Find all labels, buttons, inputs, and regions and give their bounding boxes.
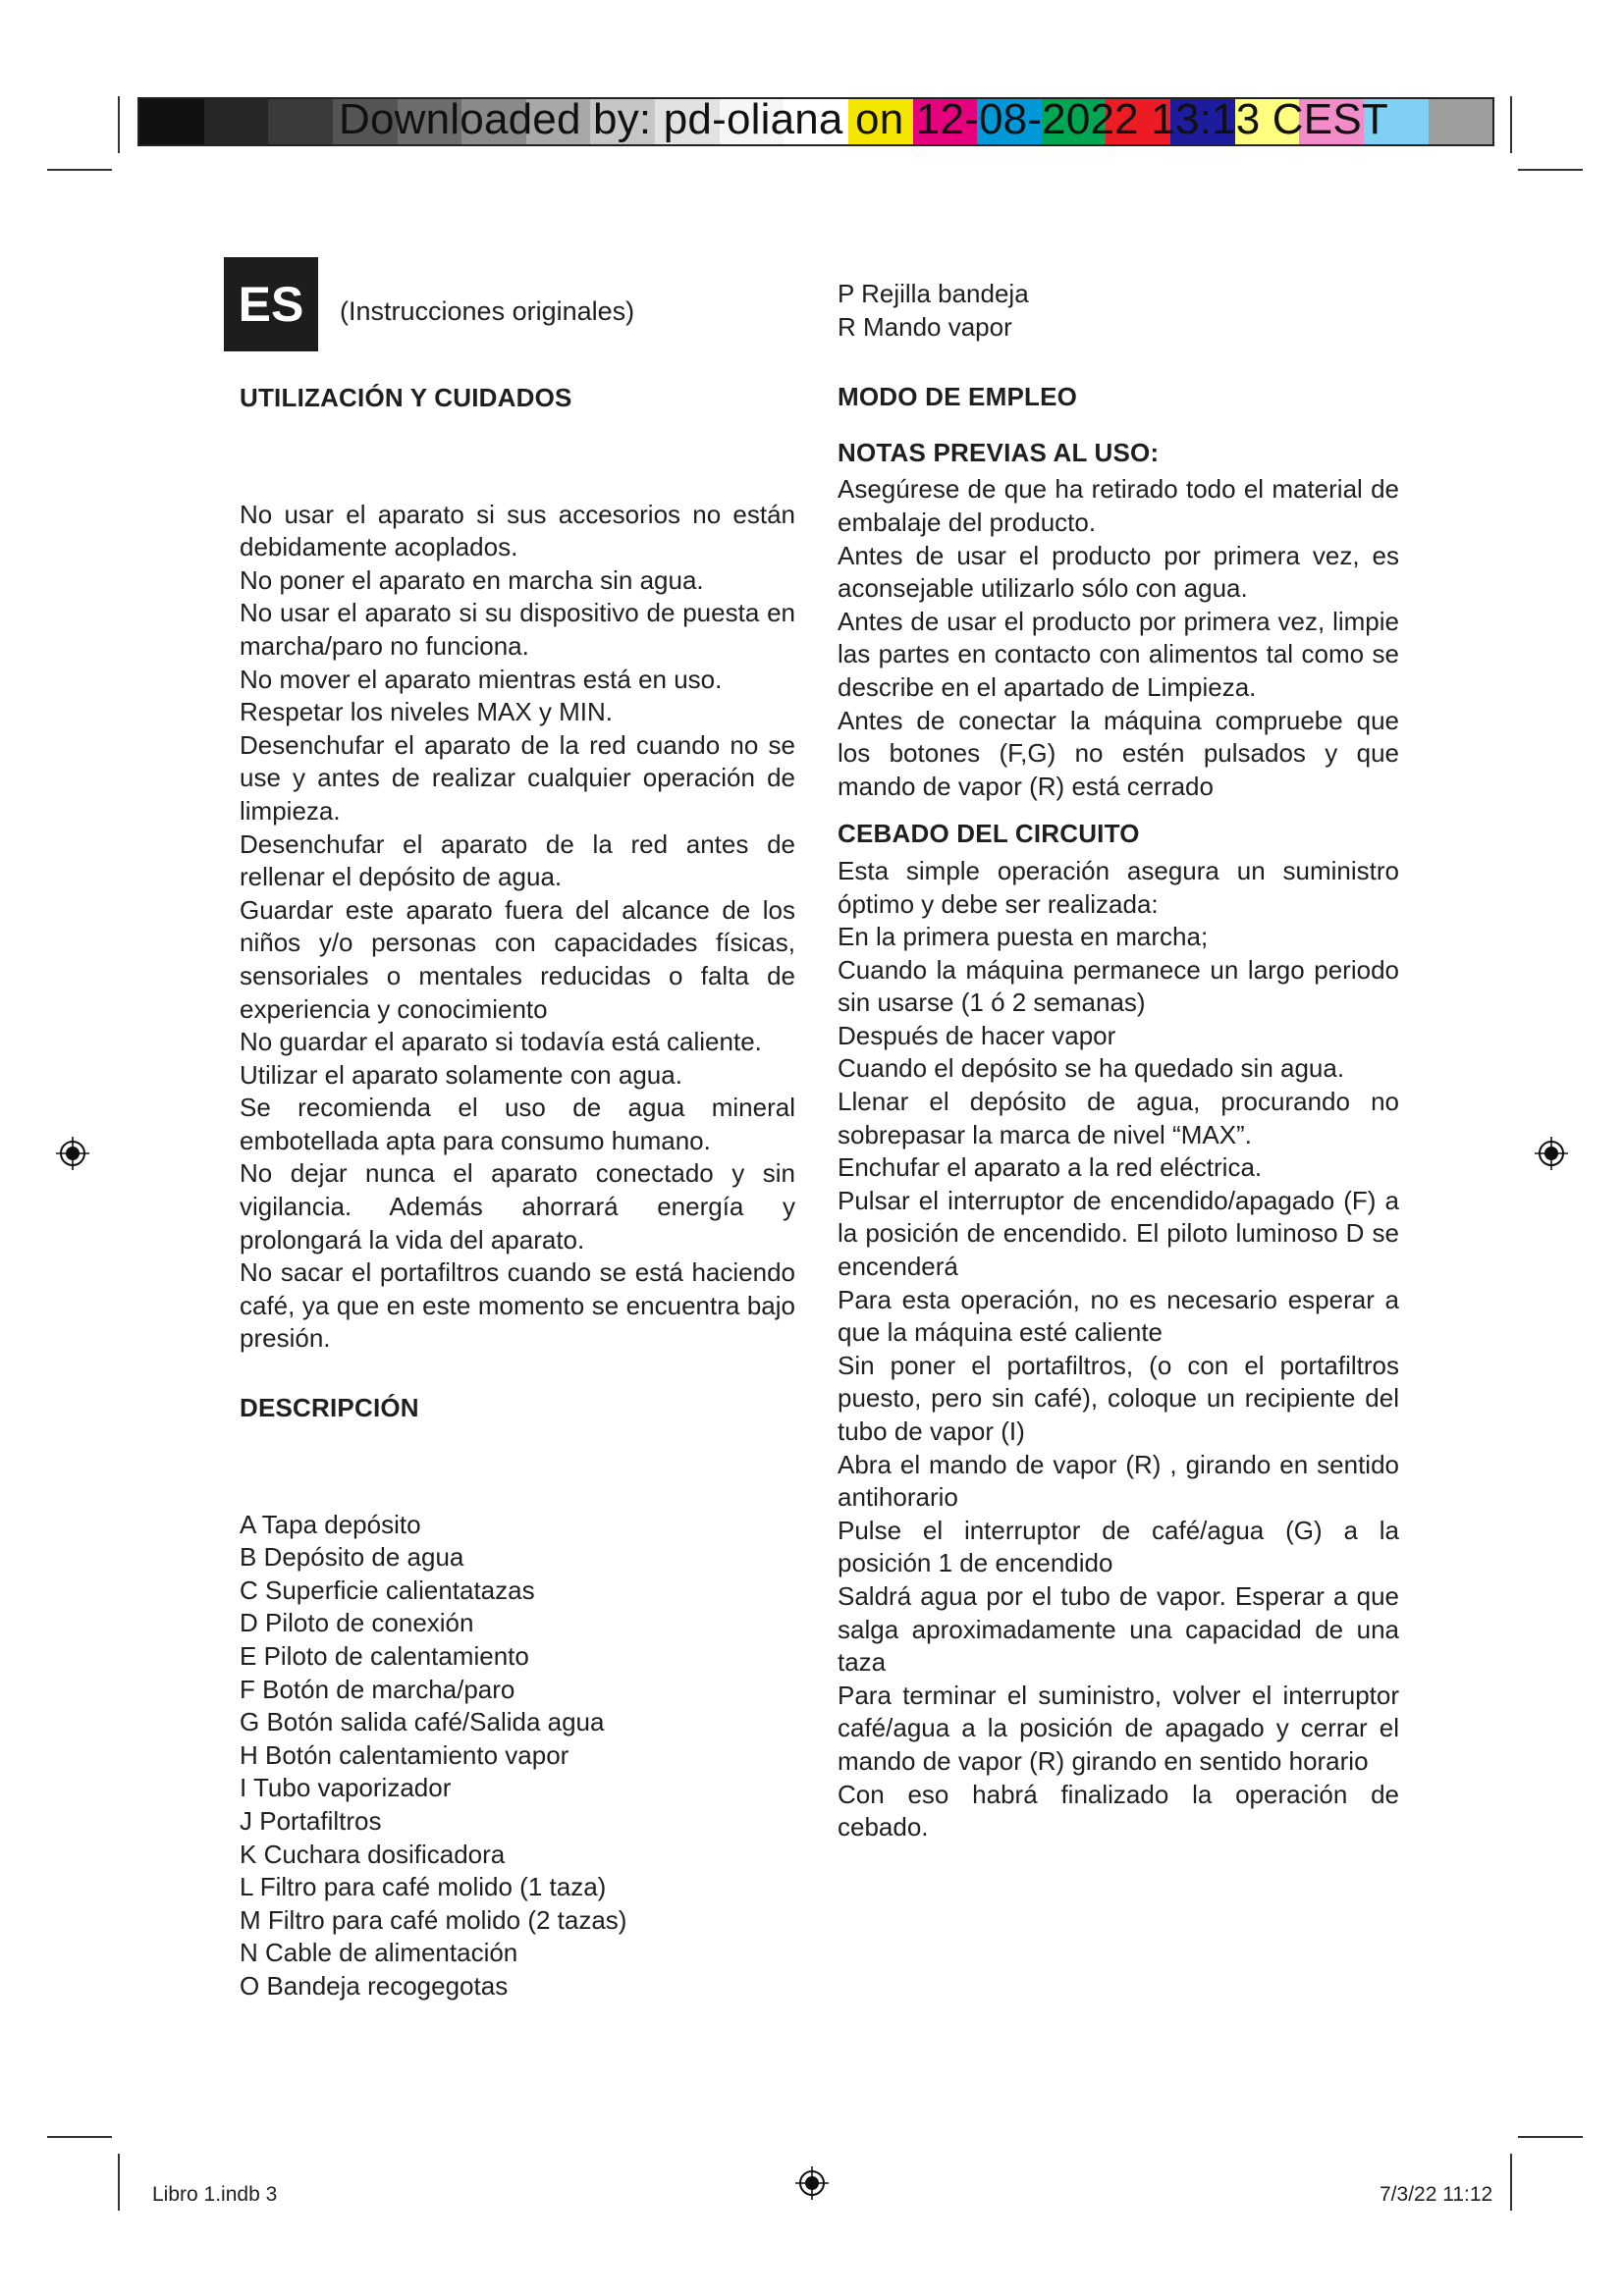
part-item: F Botón de marcha/paro <box>240 1674 515 1704</box>
preliminary-note: Antes de usar el producto por primera vez, limpie las partes en contacto con alimentos tal como se describe en el apartado de Limpieza. <box>838 606 1399 702</box>
right-column <box>838 278 1399 1844</box>
priming-step: Sin poner el portafiltros, (o con el portafiltros puesto, pero sin café), coloque un recipiente del tubo de vapor (I) <box>838 1350 1399 1446</box>
priming-step: Enchufar el aparato a la red eléctrica. <box>838 1152 1263 1183</box>
use-care-item: Respetar los niveles MAX y MIN. <box>240 697 614 727</box>
priming-step: En la primera puesta en marcha; <box>838 922 1209 952</box>
color-swatch <box>268 99 333 144</box>
registration-mark-right-icon <box>1535 1137 1568 1170</box>
use-care-list <box>240 499 795 1356</box>
download-notice: Downloaded by: pd-oliana on 12-08-2022 13:13 CEST <box>339 95 1388 143</box>
crop-mark-top-right-h <box>1518 169 1583 171</box>
priming-step: Llenar el depósito de agua, procurando no sobrepasar la marca de nivel “MAX”. <box>838 1087 1399 1149</box>
section-title-use: UTILIZACIÓN Y CUIDADOS <box>240 383 572 412</box>
priming-step: Esta simple operación asegura un suministro óptimo y debe ser realizada: <box>838 855 1399 919</box>
priming-step: Saldrá agua por el tubo de vapor. Esperar a que salga aproximadamente una capacidad de una taza <box>838 1580 1399 1678</box>
part-item: H Botón calentamiento vapor <box>240 1739 569 1770</box>
crop-mark-top-left-v <box>118 96 120 153</box>
use-care-item: No poner el aparato en marcha sin agua. <box>240 564 704 595</box>
part-item: L Filtro para café molido (1 taza) <box>240 1872 607 1902</box>
priming-step: Cuando la máquina permanece un largo periodo sin usarse (1 ó 2 semanas) <box>838 954 1399 1018</box>
crop-mark-bottom-right-v <box>1510 2154 1512 2211</box>
part-item: R Mando vapor <box>838 311 1012 342</box>
part-item: P Rejilla bandeja <box>838 279 1029 308</box>
part-item: D Piloto de conexión <box>240 1608 474 1638</box>
color-swatch <box>139 99 204 144</box>
language-badge: ES <box>224 257 318 351</box>
section-title-usage-mode: MODO DE EMPLEO <box>838 382 1078 412</box>
registration-mark-bottom-icon <box>795 2166 829 2200</box>
footer-timestamp: 7/3/22 11:12 <box>1380 2183 1493 2206</box>
parts-list-continued <box>838 278 1399 344</box>
section-title-description: DESCRIPCIÓN <box>240 1393 419 1423</box>
part-item: N Cable de alimentación <box>240 1938 518 1968</box>
use-care-item: No dejar nunca el aparato conectado y sin vigilancia. Además ahorrará energía y prolongará la vida del aparato. <box>240 1158 795 1255</box>
priming-step: Después de hacer vapor <box>838 1020 1116 1050</box>
crop-mark-top-left-h <box>47 169 112 171</box>
priming-step: Pulse el interruptor de café/agua (G) a la posición 1 de encendido <box>838 1515 1399 1578</box>
part-item: I Tubo vaporizador <box>240 1773 452 1803</box>
preliminary-note: Asegúrese de que ha retirado todo el material de embalaje del producto. <box>838 474 1399 537</box>
part-item: C Superficie calientatazas <box>240 1575 535 1605</box>
part-item: E Piloto de calentamiento <box>240 1641 529 1671</box>
footer-file-name: Libro 1.indb 3 <box>152 2183 278 2206</box>
priming-steps-list <box>838 855 1399 1844</box>
parts-list <box>240 1509 795 2003</box>
use-care-item: Se recomienda el uso de agua mineral embotellada apta para consumo humano. <box>240 1093 795 1155</box>
part-item: A Tapa depósito <box>240 1509 421 1539</box>
use-care-item: No sacar el portafiltros cuando se está haciendo café, ya que en este momento se encuentra bajo presión. <box>240 1257 795 1354</box>
preliminary-notes-list <box>838 473 1399 803</box>
use-care-item: No usar el aparato si su dispositivo de puesta en marcha/paro no funciona. <box>240 598 795 661</box>
section-title-priming: CEBADO DEL CIRCUITO <box>838 819 1140 849</box>
part-item: O Bandeja recogegotas <box>240 1970 509 2001</box>
use-care-item: No mover el aparato mientras está en uso. <box>240 664 723 694</box>
color-swatch <box>1429 99 1493 144</box>
part-item: G Botón salida café/Salida agua <box>240 1707 605 1737</box>
priming-step: Abra el mando de vapor (R) , girando en sentido antihorario <box>838 1449 1399 1513</box>
preliminary-note: Antes de conectar la máquina compruebe que los botones (F,G) no estén pulsados y que mando de vapor (R) está cerrado <box>838 705 1399 801</box>
use-care-item: No guardar el aparato si todavía está caliente. <box>240 1027 762 1057</box>
part-item: K Cuchara dosificadora <box>240 1839 506 1869</box>
crop-mark-bottom-left-v <box>118 2154 120 2211</box>
original-instructions-note: (Instrucciones originales) <box>340 296 635 326</box>
priming-step: Para esta operación, no es necesario esperar a que la máquina esté caliente <box>838 1284 1399 1348</box>
part-item: M Filtro para café molido (2 tazas) <box>240 1904 627 1935</box>
priming-step: Con eso habrá finalizado la operación de cebado. <box>838 1779 1399 1842</box>
part-item: B Depósito de agua <box>240 1542 464 1573</box>
section-title-preliminary-notes: NOTAS PREVIAS AL USO: <box>838 437 1160 467</box>
crop-mark-bottom-left-h <box>47 2136 112 2138</box>
use-care-item: Desenchufar el aparato de la red antes de rellenar el depósito de agua. <box>240 828 795 892</box>
use-care-item: No usar el aparato si sus accesorios no están debidamente acoplados. <box>240 499 795 562</box>
crop-mark-bottom-right-h <box>1518 2136 1583 2138</box>
registration-mark-left-icon <box>56 1137 89 1170</box>
priming-step: Cuando el depósito se ha quedado sin agua. <box>838 1053 1345 1084</box>
priming-step: Pulsar el interruptor de encendido/apagado (F) a la posición de encendido. El piloto luminoso D se encenderá <box>838 1185 1399 1282</box>
left-column <box>240 382 795 2003</box>
crop-mark-top-right-v <box>1510 96 1512 153</box>
use-care-item: Desenchufar el aparato de la red cuando no se use y antes de realizar cualquier operación de limpieza. <box>240 729 795 826</box>
part-item: J Portafiltros <box>240 1805 382 1836</box>
use-care-item: Utilizar el aparato solamente con agua. <box>240 1059 682 1090</box>
preliminary-note: Antes de usar el producto por primera vez, es aconsejable utilizarlo sólo con agua. <box>838 540 1399 604</box>
use-care-item: Guardar este aparato fuera del alcance de los niños y/o personas con capacidades físicas, sensoriales o mentales reducidas o falta de experiencia y conocimiento <box>240 894 795 1024</box>
color-swatch <box>204 99 269 144</box>
priming-step: Para terminar el suministro, volver el interruptor café/agua a la posición de apagado y cerrar el mando de vapor (R) girando en sentido horario <box>838 1680 1399 1776</box>
